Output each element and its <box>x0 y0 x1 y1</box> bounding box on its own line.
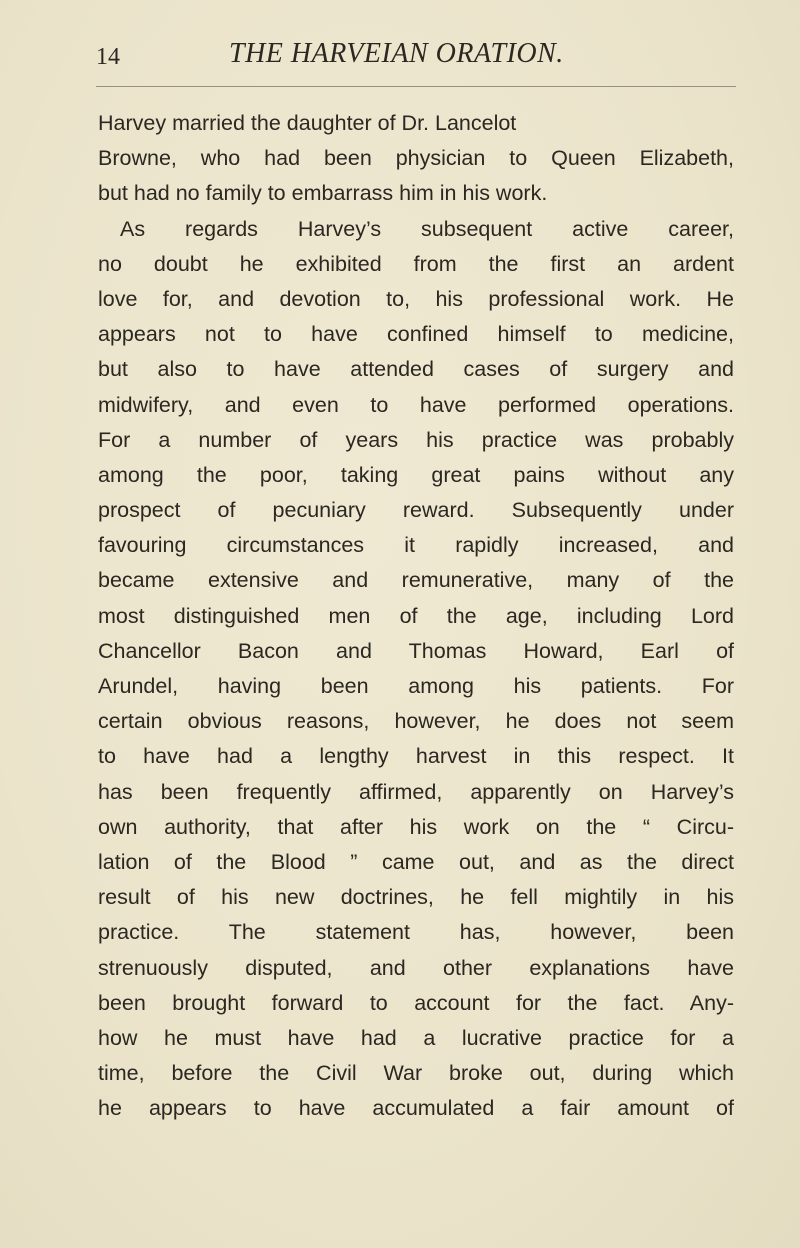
text-line: but also to have attended cases of surgery and <box>98 357 734 382</box>
text-line: but had no family to embarrass him in his work. <box>98 181 548 206</box>
text-line: own authority, that after his work on the “ Circu- <box>98 814 734 839</box>
text-line: has been frequently affirmed, apparently on Harvey’s <box>98 779 734 804</box>
text-line: been brought forward to account for the fact. Any- <box>98 990 734 1015</box>
text-line: prospect of pecuniary reward. Subsequently under <box>98 498 734 523</box>
text-line: Arundel, having been among his patients. For <box>98 674 734 698</box>
page-header <box>96 38 736 78</box>
text-line: As regards Harvey’s subsequent active career, <box>120 216 734 241</box>
text-line: appears not to have confined himself to medicine, <box>98 322 734 347</box>
body-text <box>98 106 734 1126</box>
text-line: no doubt he exhibited from the first an ardent <box>98 251 734 276</box>
text-line: most distinguished men of the age, including Lord <box>98 603 734 628</box>
text-line: midwifery, and even to have performed operations. <box>98 392 734 417</box>
text-line: lation of the Blood ” came out, and as the direct <box>98 849 734 874</box>
header-rule <box>96 86 736 87</box>
text-line: strenuously disputed, and other explanations have <box>98 955 734 980</box>
text-line: he appears to have accumulated a fair amount of <box>98 1096 734 1121</box>
text-line: became extensive and remunerative, many of the <box>98 568 734 593</box>
text-line: certain obvious reasons, however, he does not seem <box>98 709 734 734</box>
page-number: 14 <box>96 44 120 70</box>
text-line: favouring circumstances it rapidly increased, and <box>98 533 734 558</box>
text-line: Browne, who had been physician to Queen Elizabeth, <box>98 146 734 171</box>
text-line: how he must have had a lucrative practice for a <box>98 1025 734 1050</box>
text-line: time, before the Civil War broke out, during which <box>98 1061 734 1086</box>
text-line: result of his new doctrines, he fell mightily in his <box>98 885 734 910</box>
text-line: Chancellor Bacon and Thomas Howard, Earl of <box>98 638 734 663</box>
text-line: among the poor, taking great pains without any <box>98 462 734 487</box>
running-head: THE HARVEIAN ORATION. <box>229 38 564 69</box>
text-line: For a number of years his practice was probably <box>98 427 734 452</box>
text-line: practice. The statement has, however, been <box>98 920 734 945</box>
text-line: to have had a lengthy harvest in this respect. It <box>98 744 734 769</box>
text-line: love for, and devotion to, his professional work. He <box>98 286 734 311</box>
text-line: Harvey married the daughter of Dr. Lancelot <box>98 111 517 135</box>
